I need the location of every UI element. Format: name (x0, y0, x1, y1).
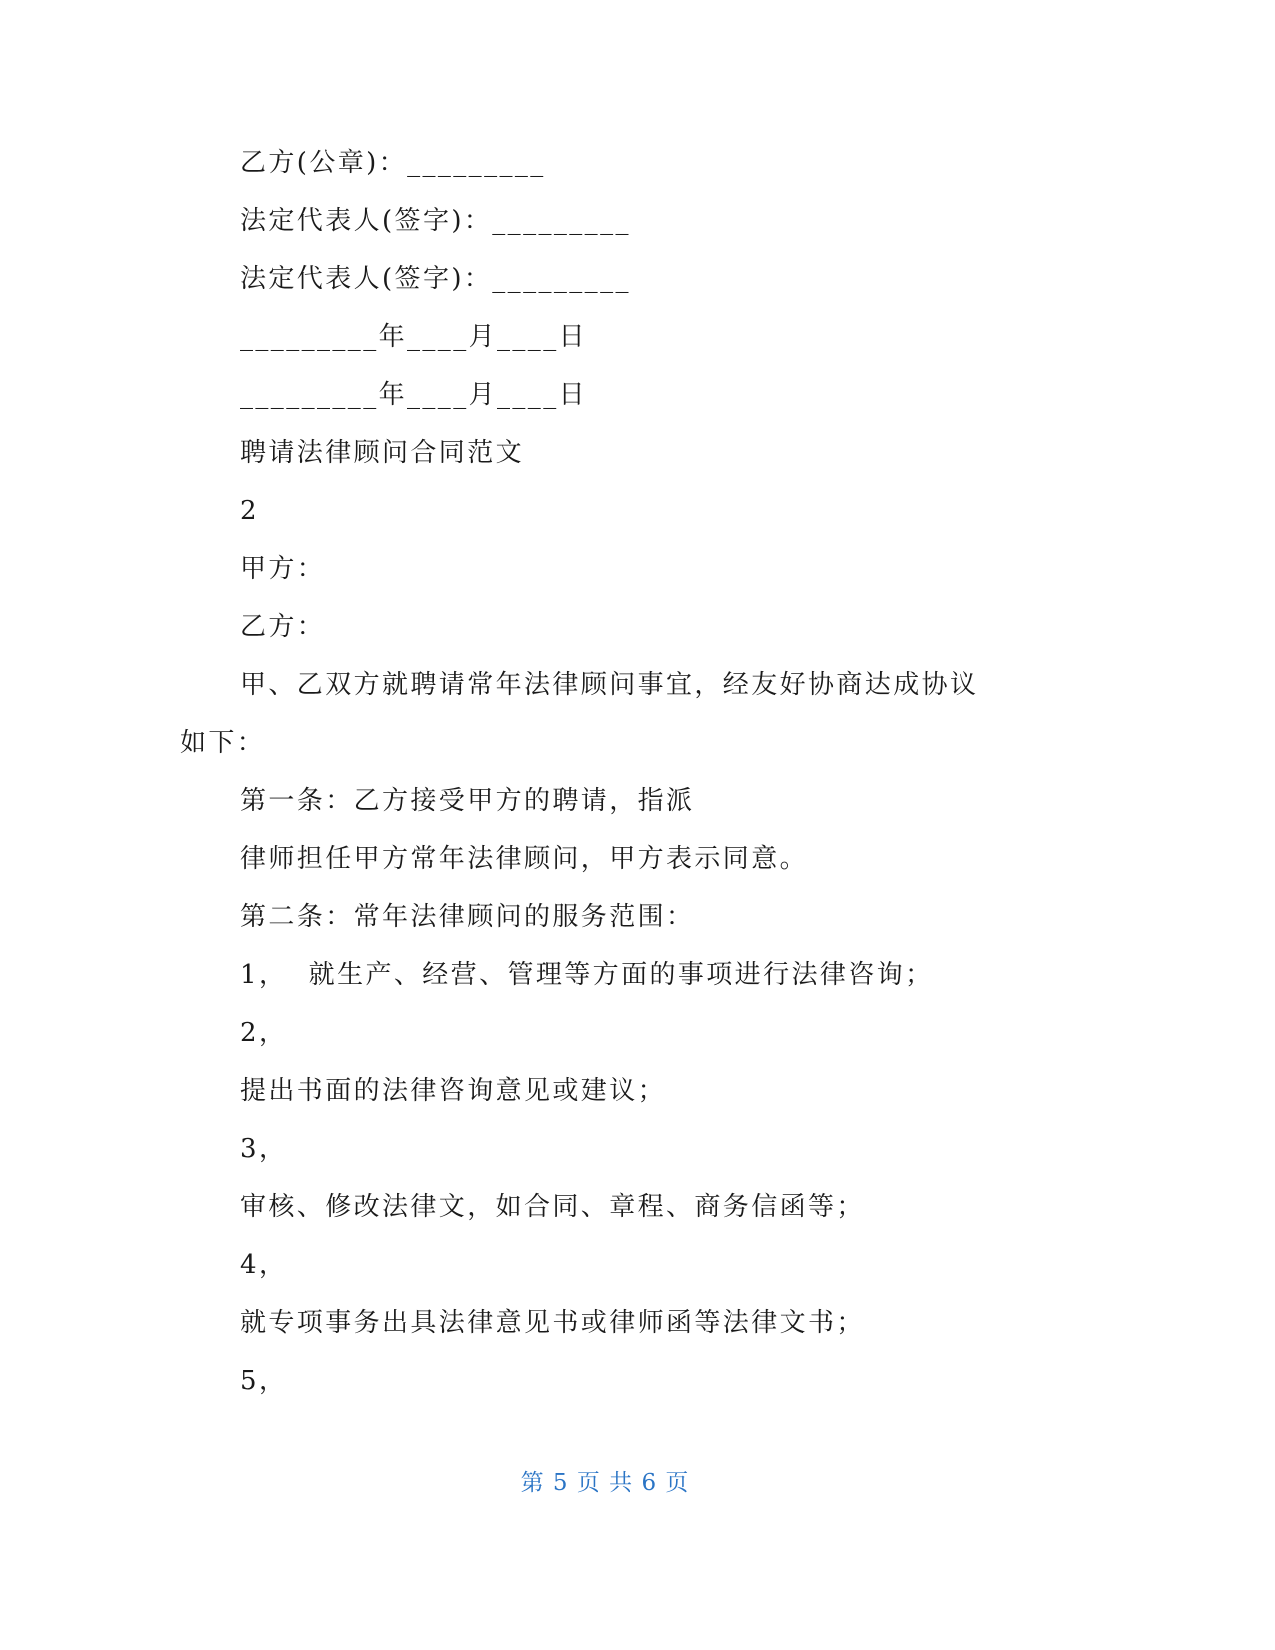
article-one-continuation: 律师担任甲方常年法律顾问，甲方表示同意。 (240, 844, 809, 874)
date-line-2: _________年____月____日 (240, 380, 587, 410)
legal-representative-signature-line-1: 法定代表人(签字)：_________ (240, 206, 631, 236)
service-item-1: 1， 就生产、经营、管理等方面的事项进行法律咨询； (240, 960, 934, 990)
party-b-seal-line: 乙方(公章)：_________ (240, 148, 546, 178)
service-item-2-number: 2， (240, 1018, 288, 1048)
date-line-1: _________年____月____日 (240, 322, 587, 352)
article-two-heading: 第二条：常年法律顾问的服务范围： (240, 902, 695, 932)
page-number-footer: 第 5 页 共 6 页 (520, 1470, 690, 1496)
service-item-5-number: 5， (240, 1366, 288, 1396)
party-b-label: 乙方： (240, 612, 326, 642)
contract-number: 2 (240, 496, 259, 526)
service-item-4-number: 4， (240, 1250, 288, 1280)
party-a-label: 甲方： (240, 554, 326, 584)
service-item-4-text: 就专项事务出具法律意见书或律师函等法律文书； (240, 1308, 865, 1338)
service-item-3-text: 审核、修改法律文，如合同、章程、商务信函等； (240, 1192, 865, 1222)
service-item-2-text: 提出书面的法律咨询意见或建议； (240, 1076, 667, 1106)
agreement-intro-line: 甲、乙双方就聘请常年法律顾问事宜，经友好协商达成协议 (240, 670, 979, 700)
document-body (180, 134, 1080, 1410)
contract-title: 聘请法律顾问合同范文 (240, 438, 525, 468)
service-item-3-number: 3， (240, 1134, 288, 1164)
legal-representative-signature-line-2: 法定代表人(签字)：_________ (240, 264, 631, 294)
agreement-intro-continuation: 如下： (180, 728, 266, 758)
article-one-line: 第一条：乙方接受甲方的聘请，指派 (240, 786, 695, 816)
